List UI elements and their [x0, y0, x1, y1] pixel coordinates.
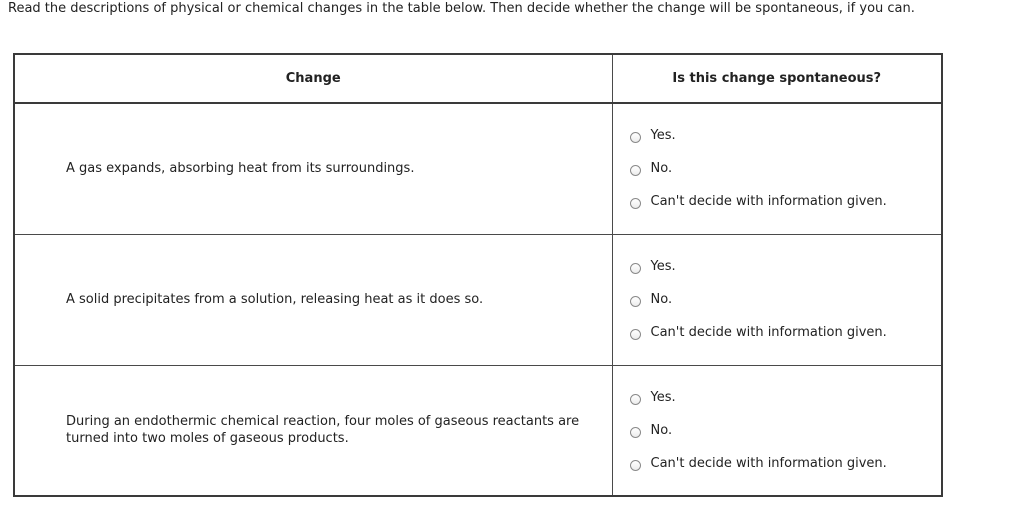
option-label: Can't decide with information given.: [650, 194, 887, 210]
option-label: Yes.: [650, 389, 676, 405]
option-yes[interactable]: [630, 119, 942, 152]
radio-button-cant-decide[interactable]: [630, 329, 641, 340]
answer-options: [612, 234, 942, 365]
radio-button-yes[interactable]: [630, 263, 641, 274]
radio-button-no[interactable]: [630, 165, 641, 176]
radio-button-cant-decide[interactable]: [630, 460, 641, 471]
table-row: [14, 365, 942, 496]
header-spontaneous: Is this change spontaneous?: [612, 54, 942, 103]
table-header-row: [14, 54, 942, 103]
option-label: Yes.: [650, 259, 676, 274]
radio-button-no[interactable]: [630, 427, 641, 438]
option-no[interactable]: [630, 152, 942, 185]
table-row: [14, 103, 942, 234]
option-cant-decide[interactable]: [630, 447, 942, 480]
table-row: [14, 234, 942, 365]
option-label: Can't decide with information given.: [650, 455, 887, 471]
option-label: No.: [650, 161, 673, 177]
header-change: Change: [14, 54, 612, 103]
change-description: During an endothermic chemical reaction, four moles of gaseous reactants are turned into two moles of gaseous products.: [14, 365, 612, 496]
answer-options: [612, 365, 942, 496]
option-no[interactable]: [630, 283, 942, 316]
option-yes[interactable]: [630, 381, 942, 414]
option-yes[interactable]: [630, 250, 942, 283]
option-label: No.: [650, 292, 673, 307]
option-label: No.: [650, 422, 673, 438]
option-label: Yes.: [650, 128, 676, 144]
radio-button-yes[interactable]: [630, 132, 641, 143]
change-description: A gas expands, absorbing heat from its surroundings.: [14, 103, 612, 234]
radio-button-yes[interactable]: [630, 394, 641, 405]
radio-button-no[interactable]: [630, 296, 641, 307]
option-cant-decide[interactable]: [630, 316, 942, 349]
radio-button-cant-decide[interactable]: [630, 198, 641, 209]
instructions-text: Read the descriptions of physical or chemical changes in the table below. Then decide whether the change will be spontaneous, if you can.: [8, 1, 915, 16]
change-description: A solid precipitates from a solution, releasing heat as it does so.: [14, 234, 612, 365]
option-cant-decide[interactable]: [630, 185, 942, 218]
answer-options: [612, 103, 942, 234]
option-label: Can't decide with information given.: [650, 325, 887, 340]
spontaneity-table: [13, 53, 943, 497]
option-no[interactable]: [630, 414, 942, 447]
